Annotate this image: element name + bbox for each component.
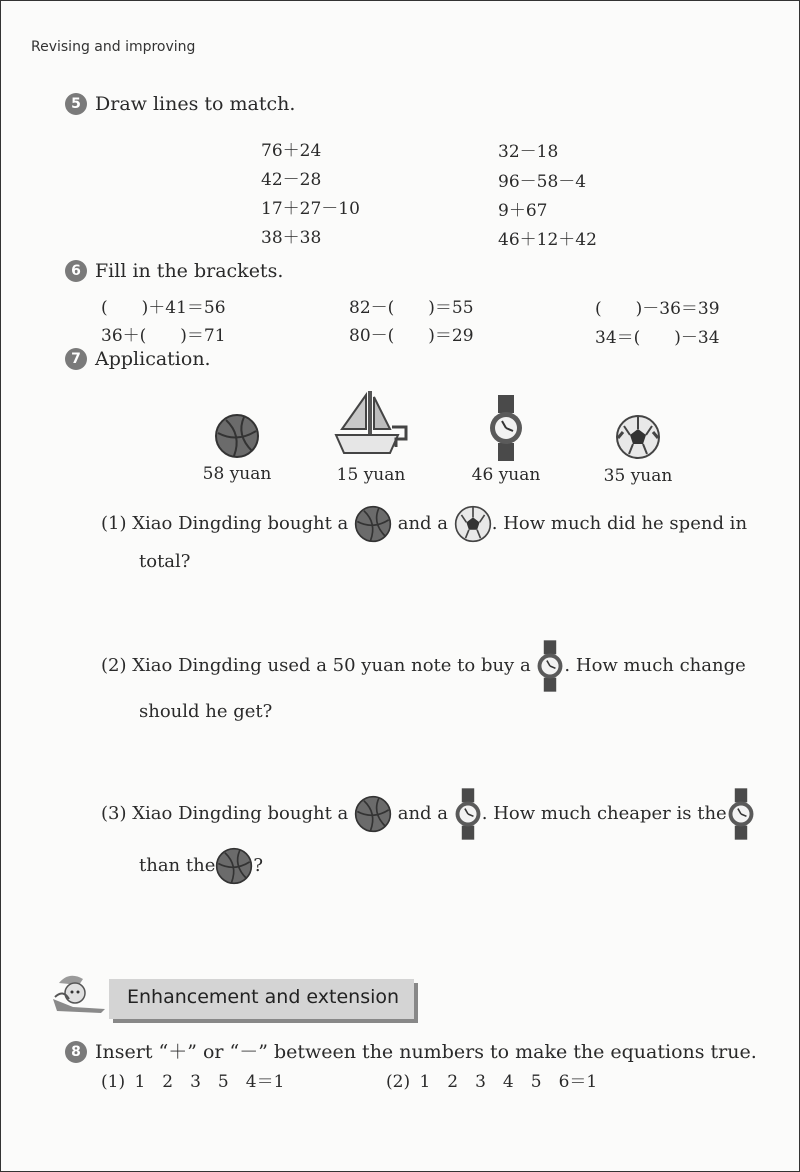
toy-boat-icon	[332, 387, 412, 461]
q7-number-badge: 7	[65, 348, 87, 370]
q6-number-badge: 6	[65, 260, 87, 282]
q7-p3-line2-end: ?	[253, 855, 264, 876]
q7-problem-2	[101, 639, 746, 693]
mascot-icon	[49, 969, 107, 1019]
q6-blank-5[interactable]: 80－( )＝29	[349, 326, 474, 346]
q7-p2-line2: should he get?	[139, 701, 273, 722]
q7-title-row	[65, 348, 211, 370]
q7-p3-answer-area[interactable]	[139, 891, 759, 951]
basketball-icon	[214, 413, 260, 463]
basketball-icon	[354, 505, 392, 543]
basketball-icon	[215, 847, 253, 885]
basketball-price: 58 yuan	[202, 464, 272, 484]
q5-right-expr-1[interactable]: 32－18	[498, 142, 559, 162]
watch-price: 46 yuan	[471, 465, 541, 485]
q8-title-row	[65, 1037, 757, 1064]
football-icon	[454, 505, 492, 543]
q7-p3-end: . How much cheaper is the	[481, 803, 727, 824]
q5-left-expr-1[interactable]: 76＋24	[261, 141, 322, 161]
q6-blank-1[interactable]: ( )＋41＝56	[101, 298, 226, 318]
q8-equation-2[interactable]: (2) 1 2 3 4 5 6＝1	[386, 1072, 598, 1092]
q5-right-expr-3[interactable]: 9＋67	[498, 201, 548, 221]
football-icon	[615, 414, 661, 464]
q8-equation-1[interactable]: (1) 1 2 3 5 4＝1	[101, 1072, 285, 1092]
q7-p2-end: . How much change	[564, 655, 746, 676]
q7-p3-line2	[139, 847, 263, 885]
q7-p1-answer-area[interactable]	[139, 586, 759, 636]
q7-p1-end: . How much did he spend in	[491, 513, 748, 534]
q7-title: Application.	[95, 348, 211, 370]
q7-p1-line2: total?	[139, 551, 191, 572]
q7-p2-prefix: (2) Xiao Dingding used a 50 yuan note to buy a	[101, 655, 531, 676]
q6-blank-4[interactable]: 36＋( )＝71	[101, 326, 226, 346]
q6-title: Fill in the brackets.	[95, 260, 284, 282]
q7-problem-1	[101, 505, 747, 543]
enhancement-banner-title: Enhancement and extension	[127, 986, 400, 1008]
watch-icon	[536, 639, 564, 693]
q5-left-expr-2[interactable]: 42－28	[261, 170, 322, 190]
section-header: Revising and improving	[31, 39, 196, 55]
q5-number-badge: 5	[65, 93, 87, 115]
q5-title-row	[65, 93, 295, 115]
q7-p1-mid: and a	[397, 513, 449, 534]
watch-icon	[727, 787, 755, 841]
q5-left-expr-3[interactable]: 17＋27－10	[261, 199, 360, 219]
q7-p3-line2-start: than the	[139, 855, 216, 876]
q7-p3-prefix: (3) Xiao Dingding bought a	[101, 803, 349, 824]
q5-right-expr-4[interactable]: 46＋12＋42	[498, 230, 597, 250]
basketball-icon	[354, 795, 392, 833]
q7-p3-mid: and a	[397, 803, 449, 824]
q7-problem-3	[101, 787, 755, 841]
toy-boat-price: 15 yuan	[336, 465, 406, 485]
watch-icon	[454, 787, 482, 841]
watch-icon	[488, 395, 524, 465]
q8-title: Insert “＋” or “－” between the numbers to make the equations true.	[95, 1041, 757, 1063]
q6-title-row	[65, 260, 283, 282]
q7-p2-answer-area[interactable]	[139, 733, 759, 783]
q5-right-expr-2[interactable]: 96－58－4	[498, 172, 587, 192]
q6-blank-2[interactable]: 82－( )＝55	[349, 298, 474, 318]
q6-blank-6[interactable]: 34＝( )－34	[595, 328, 720, 348]
q8-number-badge: 8	[65, 1041, 87, 1063]
q6-blank-3[interactable]: ( )－36＝39	[595, 299, 720, 319]
q7-p1-prefix: (1) Xiao Dingding bought a	[101, 513, 349, 534]
q5-title: Draw lines to match.	[95, 93, 296, 115]
q5-left-expr-4[interactable]: 38＋38	[261, 228, 322, 248]
football-price: 35 yuan	[603, 466, 673, 486]
